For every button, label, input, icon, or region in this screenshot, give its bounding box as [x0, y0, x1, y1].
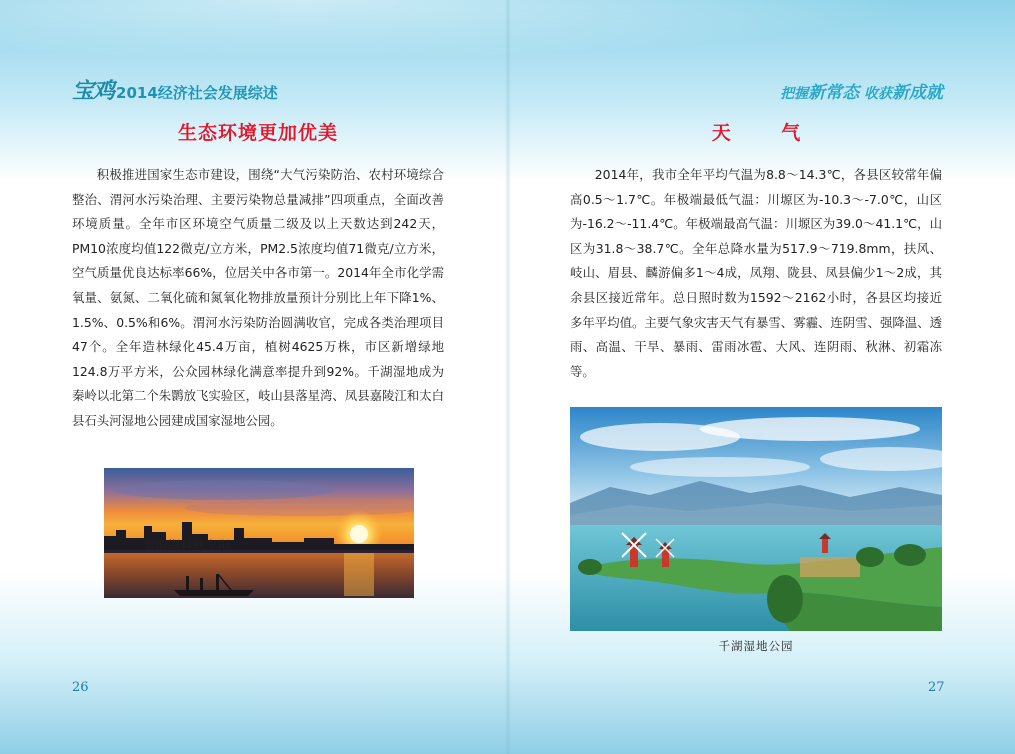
section-title-ecology: 生态环境更加优美 — [177, 122, 338, 144]
running-header-right — [780, 78, 943, 103]
wetland-caption: 千湖湿地公园 — [718, 639, 794, 653]
running-header-left — [72, 74, 278, 104]
wetland-park-image — [570, 407, 942, 631]
sunset-image — [104, 468, 414, 598]
baoji-logo: 宝鸡 — [72, 78, 115, 104]
section-title-weather: 天 气 — [711, 122, 823, 144]
book-title: 2014经济社会发展综述 — [116, 84, 278, 102]
sunset-photo — [104, 468, 414, 598]
right-page — [570, 118, 942, 384]
book-spine — [505, 0, 511, 754]
page-number-left: 26 — [72, 680, 89, 695]
lake-photo — [570, 407, 942, 631]
sunset-caption: 金渭湖畔映夕阳 — [143, 538, 231, 552]
ecology-paragraph: 积极推进国家生态市建设，围绕“大气污染防治、农村环境综合整治、渭河水污染治理、主要污染物总量减排”四项重点，全面改善环境质量。全年市区环境空气质量二级及以上天数达到242天，PM10浓度均值122微克/立方米，PM2.5浓度均值71微克/立方米，空气质量优良达标率66%，位居关中各市第一。2014年全市化学需氧量、氨氮、二氧化硫和氮氧化物排放量预计分别比上年下降1%、1.5%、0.5%和6%。渭河水污染防治圆满收官，完成各类治理项目47个。全年造林绿化45.4万亩，植树4625万株，市区新增绿地124.8万平方米，公众园林绿化满意率提升到92%。千湖湿地成为秦岭以北第二个朱鹮放飞实验区，岐山县落星湾、凤县嘉陵江和太白县石头河湿地公园建成国家湿地公园。 — [72, 167, 444, 428]
left-page — [72, 118, 444, 434]
slogan-part-3: 收获 — [864, 86, 892, 102]
page-number-right: 27 — [928, 680, 945, 695]
weather-paragraph: 2014年，我市全年平均气温为8.8～14.3℃，各县区较常年偏高0.5～1.7℃。年极端最低气温：川塬区为-10.3～-7.0℃，山区为-16.2～-11.4℃。年极端最高气温：川塬区为39.0～41.1℃，山区为31.8～38.7℃。全年总降水量为517.9～719.8mm，扶风、岐山、眉县、麟游偏多1～4成，凤翔、陇县、凤县偏少1～2成，其余县区接近常年。总日照时数为1592～2162小时，各县区均接近多年平均值。主要气象灾害天气有暴雪、雾霾、连阴雪、强降温、透雨、高温、干旱、暴雨、雷雨冰雹、大风、连阴雨、秋淋、初霜冻等。 — [570, 167, 942, 379]
slogan-part-2: 新常态 — [808, 83, 860, 103]
slogan-part-4: 新成就 — [892, 83, 943, 103]
slogan-part-1: 把握 — [780, 86, 809, 102]
